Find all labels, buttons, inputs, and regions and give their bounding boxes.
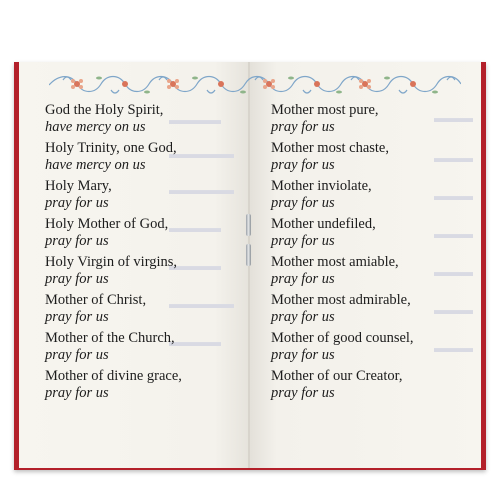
invocation-text: Mother of Christ, bbox=[45, 292, 147, 308]
litany-invocation bbox=[271, 140, 414, 178]
invocation-text: Holy Virgin of virgins, bbox=[45, 254, 178, 270]
litany-invocation bbox=[45, 330, 182, 368]
response-text: pray for us bbox=[271, 119, 335, 135]
litany-invocation bbox=[271, 330, 414, 368]
invocation-text: Holy Trinity, one God, bbox=[45, 140, 177, 156]
response-text: pray for us bbox=[45, 271, 109, 287]
litany-invocation bbox=[271, 102, 414, 140]
response-text: have mercy on us bbox=[45, 157, 146, 173]
left-litany-list bbox=[45, 102, 182, 406]
litany-invocation bbox=[45, 216, 182, 254]
litany-invocation bbox=[271, 216, 414, 254]
right-litany-list bbox=[271, 102, 414, 406]
litany-invocation bbox=[45, 102, 182, 140]
invocation-text: Holy Mary, bbox=[45, 178, 112, 194]
invocation-text: Mother undefiled, bbox=[271, 216, 376, 232]
litany-invocation bbox=[271, 292, 414, 330]
invocation-text: Mother of divine grace, bbox=[45, 368, 182, 384]
response-text: pray for us bbox=[271, 233, 335, 249]
response-text: have mercy on us bbox=[45, 119, 146, 135]
invocation-text: Mother most amiable, bbox=[271, 254, 399, 270]
litany-invocation bbox=[271, 178, 414, 216]
response-text: pray for us bbox=[271, 309, 335, 325]
response-text: pray for us bbox=[271, 195, 335, 211]
response-text: pray for us bbox=[45, 233, 109, 249]
invocation-text: God the Holy Spirit, bbox=[45, 102, 164, 118]
open-booklet: ▬▬▬▬ ▬▬▬▬▬ ▬▬▬▬▬ ▬▬▬▬ ▬▬▬▬ ▬▬▬▬▬ ▬▬▬▬ ▬▬▬ ▬▬▬ ▬▬▬ ▬▬▬ ▬▬▬ ▬▬▬ ▬▬▬ God the Holy Spirit, have mercy on us Holy Trinity, one God, have mercy on us Holy Mary, pray for us Holy Mother of God, pray for us Holy Virgin of virgins, pray for us Mother of Christ, pray for us Mother of the Church, pray for us Mother of divine grace, pray for us Mother most pure, pray for us Mother most chaste, pray for us Mother inviolate, pray for us Mother undefiled, pray for us Mother most amiable, pray for us Mother most admirable, pray for us Mother of good counsel, pray for us Mother of our Creator, pray for us bbox=[19, 62, 481, 468]
litany-invocation bbox=[45, 292, 182, 330]
response-text: pray for us bbox=[45, 195, 109, 211]
response-text: pray for us bbox=[271, 385, 335, 401]
litany-invocation bbox=[271, 368, 414, 406]
floral-border-ornament bbox=[49, 70, 461, 100]
response-text: pray for us bbox=[45, 385, 109, 401]
invocation-text: Mother of our Creator, bbox=[271, 368, 403, 384]
litany-invocation bbox=[45, 178, 182, 216]
invocation-text: Mother inviolate, bbox=[271, 178, 372, 194]
staple-top bbox=[246, 214, 251, 236]
litany-invocation bbox=[45, 140, 182, 178]
invocation-text: Mother most pure, bbox=[271, 102, 379, 118]
response-text: pray for us bbox=[45, 309, 109, 325]
invocation-text: Holy Mother of God, bbox=[45, 216, 169, 232]
invocation-text: Mother most admirable, bbox=[271, 292, 411, 308]
invocation-text: Mother of the Church, bbox=[45, 330, 175, 346]
litany-invocation bbox=[45, 254, 182, 292]
invocation-text: Mother most chaste, bbox=[271, 140, 389, 156]
staple-bottom bbox=[246, 244, 251, 266]
litany-invocation bbox=[271, 254, 414, 292]
response-text: pray for us bbox=[271, 157, 335, 173]
response-text: pray for us bbox=[271, 271, 335, 287]
response-text: pray for us bbox=[271, 347, 335, 363]
response-text: pray for us bbox=[45, 347, 109, 363]
litany-invocation bbox=[45, 368, 182, 406]
invocation-text: Mother of good counsel, bbox=[271, 330, 414, 346]
